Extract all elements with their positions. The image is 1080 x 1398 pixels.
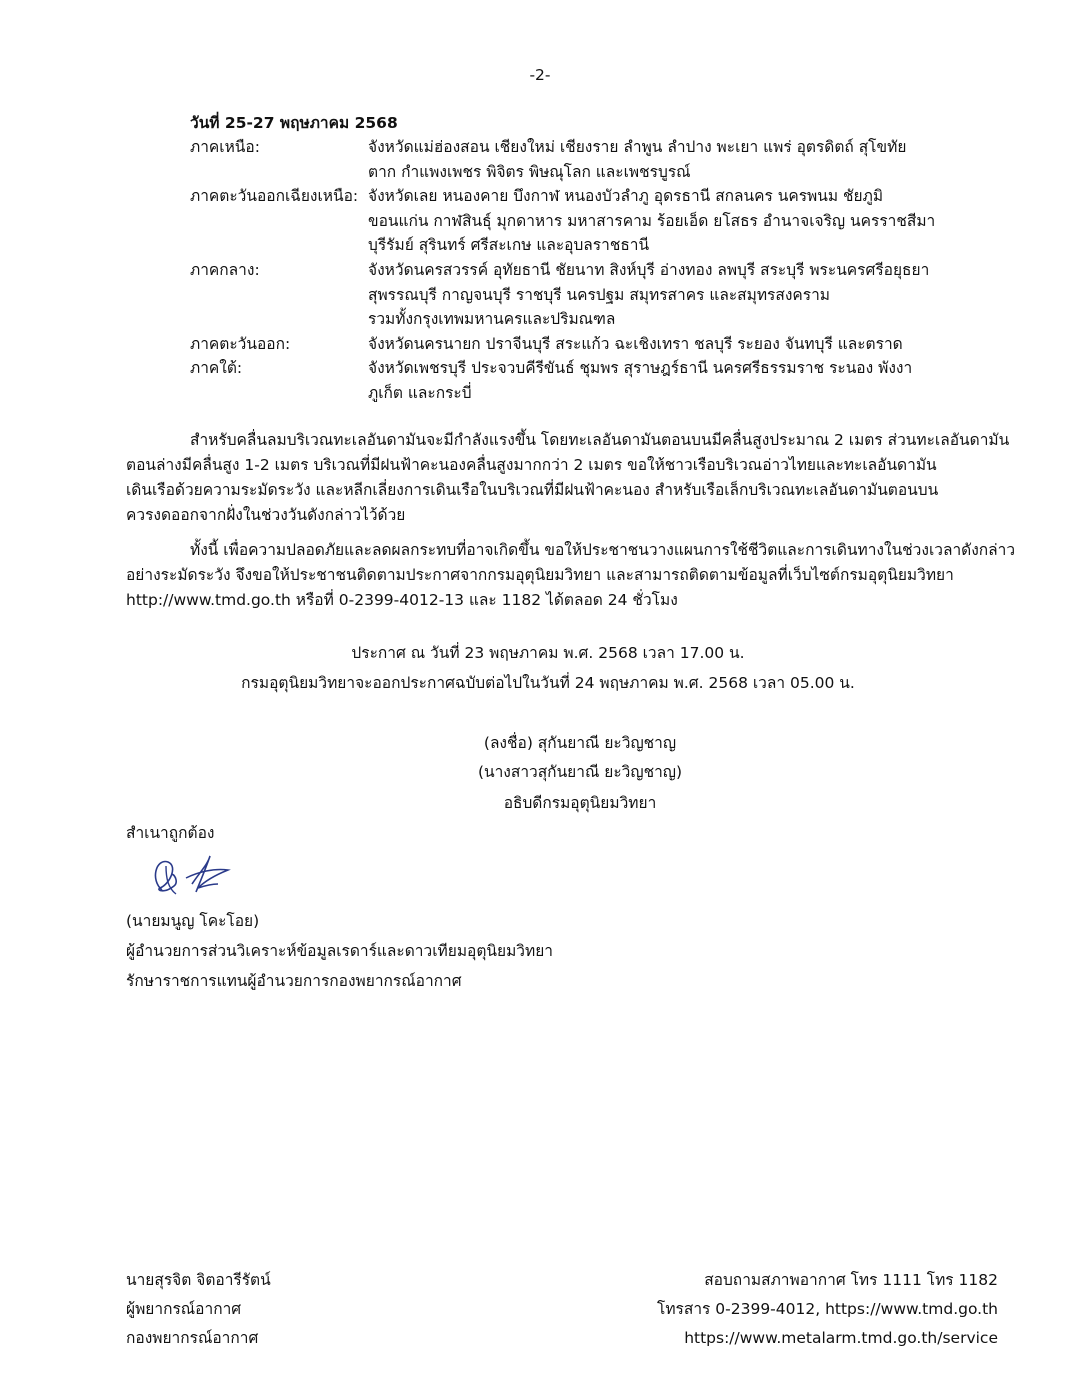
region-label-east: ภาคตะวันออก: <box>190 335 291 353</box>
signer-full-name: (นางสาวสุกันยาณี ยะวิญชาญ) <box>477 763 683 781</box>
certifier-title: ผู้อำนวยการส่วนวิเคราะห์ข้อมูลเรดาร์และดาวเทียมอุตุนิยมวิทยา <box>126 942 554 960</box>
paragraph-line: เดินเรือด้วยความระมัดระวัง และหลีกเลี่ยงการเดินเรือในบริเวณที่มีฝนฟ้าคะนอง สำหรับเรือเล็กบริเวณทะเลอันดามันตอนบน <box>126 481 939 499</box>
next-issue-line: กรมอุตุนิยมวิทยาจะออกประกาศฉบับต่อไปในวันที่ 24 พฤษภาคม พ.ศ. 2568 เวลา 05.00 น. <box>241 674 855 692</box>
certifier-title: รักษาราชการแทนผู้อำนวยการกองพยากรณ์อากาศ <box>126 972 462 990</box>
paragraph-line: ตอนล่างมีคลื่นสูง 1-2 เมตร บริเวณที่มีฝนฟ้าคะนองคลื่นสูงมากกว่า 2 เมตร ขอให้ชาวเรือบริเวณอ่าวไทยและทะเลอันดามัน <box>126 456 937 474</box>
region-line: จังหวัดแม่ฮ่องสอน เชียงใหม่ เชียงราย ลำพูน ลำปาง พะเยา แพร่ อุตรดิตถ์ สุโขทัย <box>368 138 907 156</box>
certified-copy-label: สำเนาถูกต้อง <box>126 824 215 842</box>
region-line: ภูเก็ต และกระบี่ <box>368 384 472 402</box>
region-line: จังหวัดนครสวรรค์ อุทัยธานี ชัยนาท สิงห์บุรี อ่างทอง ลพบุรี สระบุรี พระนครศรีอยุธยา <box>368 261 930 279</box>
region-line: สุพรรณบุรี กาญจนบุรี ราชบุรี นครปฐม สมุทรสาคร และสมุทรสงคราม <box>368 286 831 304</box>
region-line: ขอนแก่น กาฬสินธุ์ มุกดาหาร มหาสารคาม ร้อยเอ็ด ยโสธร อำนาจเจริญ นครราชสีมา <box>368 212 936 230</box>
page-number: -2- <box>529 66 551 84</box>
region-line: บุรีรัมย์ สุรินทร์ ศรีสะเกษ และอุบลราชธานี <box>368 236 650 254</box>
paragraph-line: อย่างระมัดระวัง จึงขอให้ประชาชนติดตามประกาศจากกรมอุตุนิยมวิทยา และสามารถติดตามข้อมูลที่เว็บไซต์กรมอุตุนิยมวิทยา <box>126 566 954 584</box>
region-line: ตาก กำแพงเพชร พิจิตร พิษณุโลก และเพชรบูรณ์ <box>368 163 691 181</box>
region-line: จังหวัดเพชรบุรี ประจวบคีรีขันธ์ ชุมพร สุราษฎร์ธานี นครศรีธรรมราช ระนอง พังงา <box>368 359 913 377</box>
paragraph-line: ควรงดออกจากฝั่งในช่วงวันดังกล่าวไว้ด้วย <box>126 506 406 524</box>
footer-contact-phone: สอบถามสภาพอากาศ โทร 1111 โทร 1182 <box>704 1271 998 1289</box>
footer-forecaster-division: กองพยากรณ์อากาศ <box>126 1329 259 1347</box>
announce-line: ประกาศ ณ วันที่ 23 พฤษภาคม พ.ศ. 2568 เวลา 17.00 น. <box>351 644 745 662</box>
region-label-central: ภาคกลาง: <box>190 261 260 279</box>
footer-forecaster-name: นายสุรจิต จิตอารีรัตน์ <box>126 1271 271 1289</box>
footer-contact-fax: โทรสาร 0-2399-4012, https://www.tmd.go.th <box>657 1300 998 1318</box>
footer-contact-url: https://www.metalarm.tmd.go.th/service <box>684 1329 998 1347</box>
region-line: รวมทั้งกรุงเทพมหานครและปริมณฑล <box>368 310 616 328</box>
handwritten-signature <box>148 850 238 900</box>
certifier-name: (นายมนูญ โคะโอย) <box>126 912 260 930</box>
paragraph-line: สำหรับคลื่นลมบริเวณทะเลอันดามันจะมีกำลังแรงขึ้น โดยทะเลอันดามันตอนบนมีคลื่นสูงประมาณ 2 เมตร ส่วนทะเลอันดามัน <box>190 431 1010 449</box>
footer-forecaster-role: ผู้พยากรณ์อากาศ <box>126 1300 242 1318</box>
region-label-north: ภาคเหนือ: <box>190 138 260 156</box>
signed-line: (ลงชื่อ) สุกันยาณี ยะวิญชาญ <box>483 734 677 752</box>
date-heading: วันที่ 25-27 พฤษภาคม 2568 <box>190 114 398 132</box>
paragraph-line: http://www.tmd.go.th หรือที่ 0-2399-4012-13 และ 1182 ได้ตลอด 24 ชั่วโมง <box>126 591 678 609</box>
signer-title: อธิบดีกรมอุตุนิยมวิทยา <box>503 794 657 812</box>
region-label-northeast: ภาคตะวันออกเฉียงเหนือ: <box>190 187 359 205</box>
paragraph-line: ทั้งนี้ เพื่อความปลอดภัยและลดผลกระทบที่อาจเกิดขึ้น ขอให้ประชาชนวางแผนการใช้ชีวิตและการเดินทางในช่วงเวลาดังกล่าว <box>190 541 1016 559</box>
region-line: จังหวัดนครนายก ปราจีนบุรี สระแก้ว ฉะเชิงเทรา ชลบุรี ระยอง จันทบุรี และตราด <box>368 335 903 353</box>
region-line: จังหวัดเลย หนองคาย บึงกาฬ หนองบัวลำภู อุดรธานี สกลนคร นครพนม ชัยภูมิ <box>368 187 884 205</box>
region-label-south: ภาคใต้: <box>190 359 243 377</box>
